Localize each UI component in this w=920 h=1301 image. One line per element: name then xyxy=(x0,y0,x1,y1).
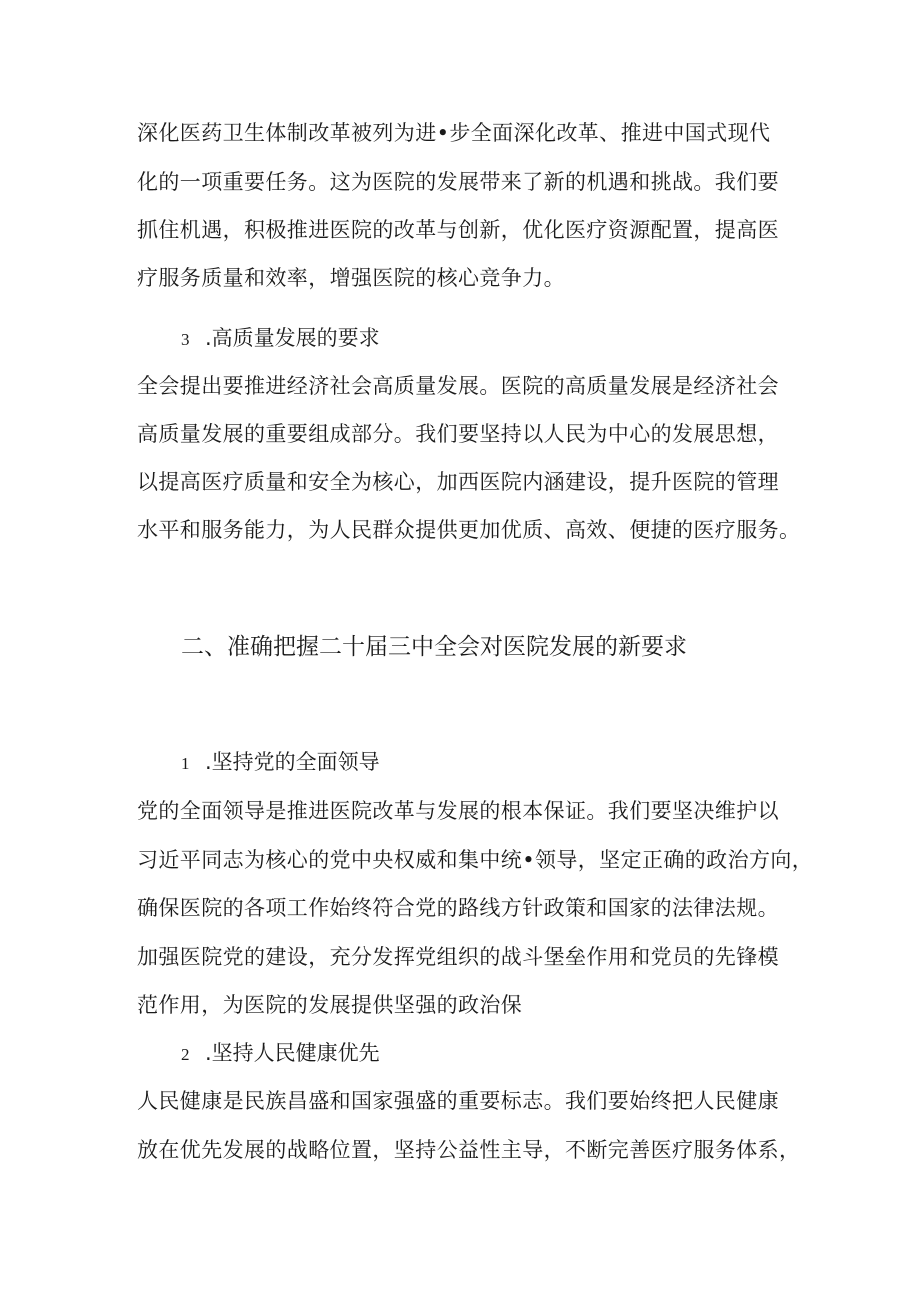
text-line: 范作用，为医院的发展提供坚强的政治保 xyxy=(137,993,523,1017)
subheading-high-quality xyxy=(181,323,380,355)
text-line: 加强医院党的建设，充分发挥党组织的战斗堡垒作用和党员的先锋模 xyxy=(137,945,779,969)
subheading-text: .坚持人民健康优先 xyxy=(205,1041,380,1065)
text-line: 放在优先发展的战略位置，坚持公益性主导，不断完善医疗服务体系， xyxy=(137,1138,801,1162)
subheading-text: .坚持党的全面领导 xyxy=(205,750,380,774)
text-line: 疗服务质量和效率，增强医院的核心竞争力。 xyxy=(137,266,565,290)
text-line: 深化医药卫生体制改革被列为进•步全面深化改革、推进中国式现代 xyxy=(137,121,771,145)
text-line: 人民健康是民族昌盛和国家强盛的重要标志。我们要始终把人民健康 xyxy=(137,1089,779,1113)
text-line: 全会提出要推进经济社会高质量发展。医院的高质量发展是经济社会 xyxy=(137,374,779,398)
text-line: 高质量发展的重要组成部分。我们要坚持以人民为中心的发展思想， xyxy=(137,422,779,446)
subheading-number: 1 xyxy=(181,754,190,773)
subheading-people-health xyxy=(181,1038,380,1070)
text-line: 水平和服务能力，为人民群众提供更加优质、高效、便捷的医疗服务。 xyxy=(137,518,801,542)
text-line: 习近平同志为核心的党中央权威和集中统•领导，坚定正确的政治方向， xyxy=(137,848,814,872)
text-line: 党的全面领导是推进医院改革与发展的根本保证。我们要坚决维护以 xyxy=(137,799,779,823)
text-line: 化的一项重要任务。这为医院的发展带来了新的机遇和挑战。我们要 xyxy=(137,170,779,194)
text-line: 以提高医疗质量和安全为核心，加西医院内涵建设，提升医院的管理 xyxy=(137,470,779,494)
text-line: 抓住机遇，积极推进医院的改革与创新，优化医疗资源配置，提高医 xyxy=(137,218,779,242)
text-line: 确保医院的各项工作始终符合党的路线方针政策和国家的法律法规。 xyxy=(137,896,779,920)
subheading-number: 3 xyxy=(181,330,190,349)
subheading-number: 2 xyxy=(181,1045,190,1064)
subheading-text: .高质量发展的要求 xyxy=(205,326,380,350)
section-title: 二、准确把握二十届三中全会对医院发展的新要求 xyxy=(181,634,687,660)
subheading-party-leadership xyxy=(181,747,380,779)
